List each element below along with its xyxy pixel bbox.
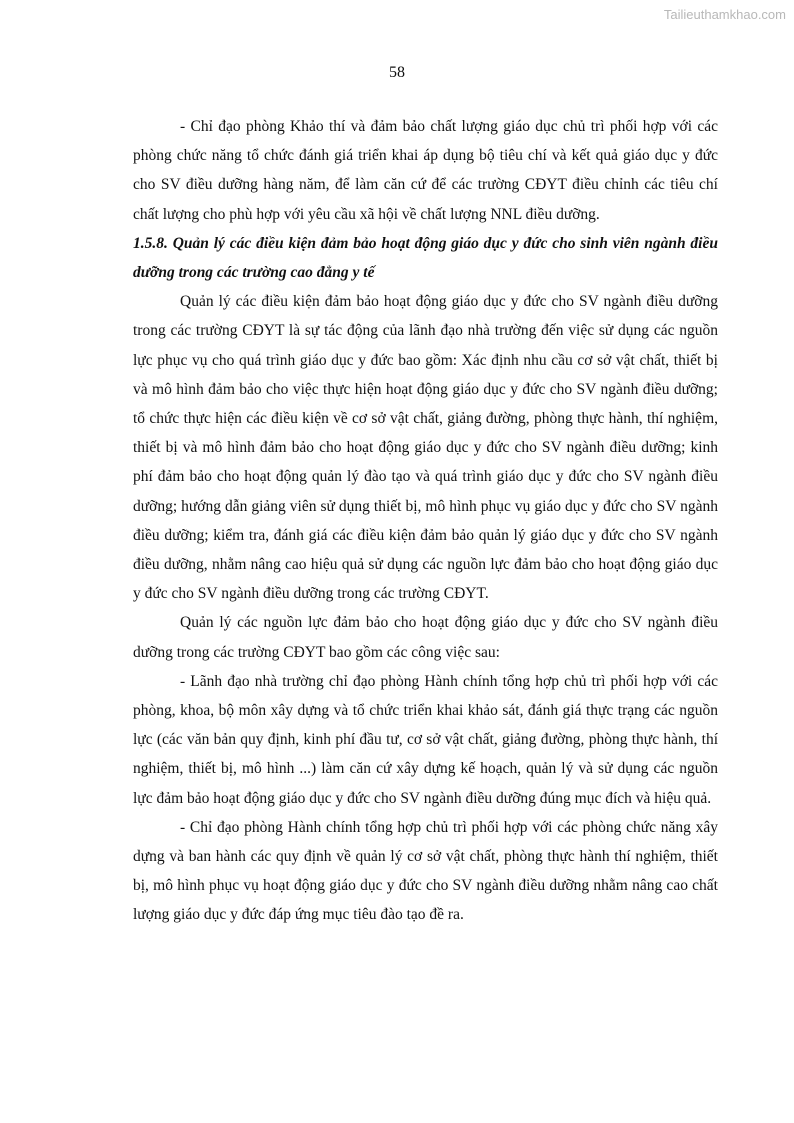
watermark: Tailieuthamkhao.com [663,7,786,22]
paragraph-regulations: - Chỉ đạo phòng Hành chính tổng hợp chủ trì phối hợp với các phòng chức năng xây dựng và ban hành các quy định về quản lý cơ sở vật chất, phòng thực hành thí nghiệm, thiết bị, mô hình phục vụ hoạt động giáo dục y đức cho SV ngành điều dưỡng nhằm nâng cao chất lượng giáo dục y đức đáp ứng mục tiêu đào tạo đề ra. [133,818,718,924]
document-body [133,112,718,930]
paragraph-evaluation-criteria: - Chỉ đạo phòng Khảo thí và đảm bảo chất lượng giáo dục chủ trì phối hợp với các phòng chức năng tổ chức đánh giá triển khai áp dụng bộ tiêu chí và kết quả giáo dục y đức cho SV điều dưỡng hàng năm, để làm căn cứ để các trường CĐYT điều chỉnh các tiêu chí chất lượng cho phù hợp với yêu cầu xã hội về chất lượng NNL điều dưỡng. [133,118,718,223]
paragraph-resources-intro: Quản lý các nguồn lực đảm bảo cho hoạt động giáo dục y đức cho SV ngành điều dưỡng trong các trường CĐYT bao gồm các công việc sau: [133,614,718,661]
section-heading-1-5-8: 1.5.8. Quản lý các điều kiện đảm bảo hoạt động giáo dục y đức cho sinh viên ngành điều dưỡng trong các trường cao đẳng y tế [133,234,718,282]
page-number: 58 [389,64,405,81]
paragraph-conditions-definition: Quản lý các điều kiện đảm bảo hoạt động giáo dục y đức cho SV ngành điều dưỡng trong các trường CĐYT là sự tác động của lãnh đạo nhà trường đến việc sử dụng các nguồn lực phục vụ cho quá trình giáo dục y đức bao gồm: Xác định nhu cầu cơ sở vật chất, thiết bị và mô hình đảm bảo cho việc thực hiện hoạt động giáo dục y đức cho SV ngành điều dưỡng; tổ chức thực hiện các điều kiện về cơ sở vật chất, giảng đường, phòng thực hành, thí nghiệm, thiết bị và mô hình đảm bảo cho hoạt động giáo dục y đức cho SV ngành điều dưỡng; kinh phí đảm bảo cho hoạt động quản lý đào tạo và quá trình giáo dục y đức cho SV ngành điều dưỡng; hướng dẫn giảng viên sử dụng thiết bị, mô hình phục vụ giáo dục y đức cho SV ngành điều dưỡng; kiểm tra, đánh giá các điều kiện đảm bảo quản lý giáo dục y đức cho SV ngành điều dưỡng, nhằm nâng cao hiệu quả sử dụng các nguồn lực đảm bảo cho hoạt động giáo dục y đức cho SV ngành điều dưỡng trong các trường CĐYT. [133,293,718,603]
paragraph-leadership-survey: - Lãnh đạo nhà trường chỉ đạo phòng Hành chính tổng hợp chủ trì phối hợp với các phòng, khoa, bộ môn xây dựng và tổ chức triển khai khảo sát, đánh giá thực trạng các nguồn lực (các văn bản quy định, kinh phí đầu tư, cơ sở vật chất, giảng đường, phòng thực hành, thí nghiệm, thiết bị, mô hình ...) làm căn cứ xây dựng kế hoạch, quản lý và sử dụng các nguồn lực đảm bảo hoạt động giáo dục y đức cho SV ngành điều dưỡng đúng mục đích và hiệu quả. [133,672,718,807]
